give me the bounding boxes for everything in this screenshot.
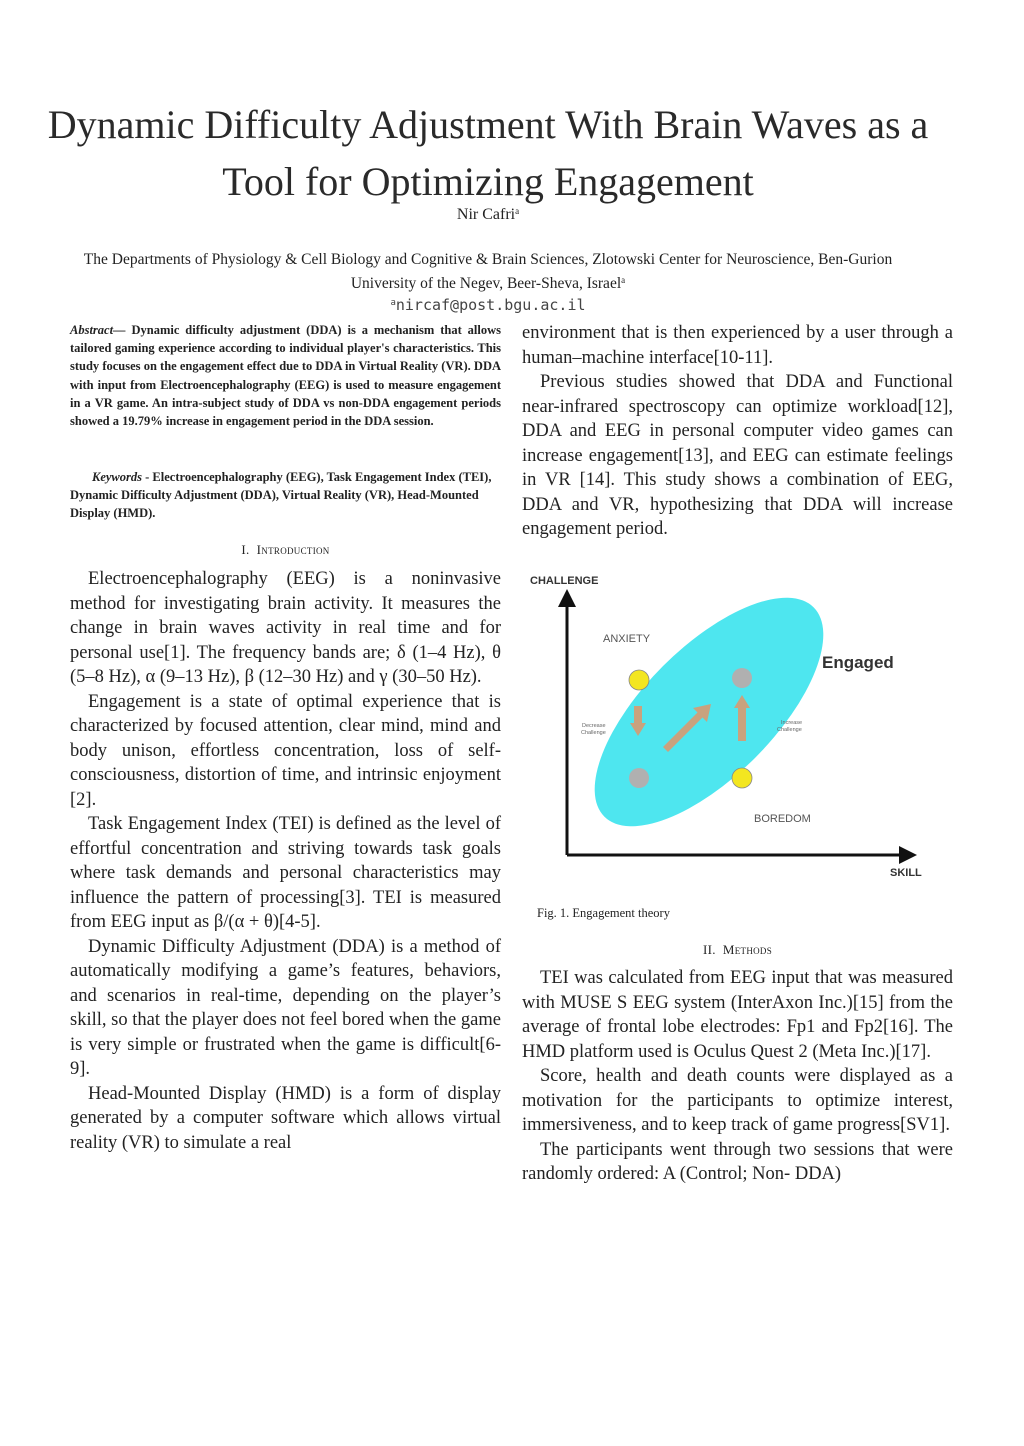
label-boredom: BOREDOM (754, 813, 811, 825)
paragraph: Engagement is a state of optimal experience that is characterized by focused attention, clear mind, mind and body unison, effortless concentration, loss of self-consciousness, distortion of time, and intrinsic enjoyment [2]. (70, 691, 501, 810)
paragraph: Task Engagement Index (TEI) is defined as the level of effortful concentration and striving towards task goals where task demands and personal characteristics may influence the pattern of processing[3]. TEI is measured from EEG input as β/(α + θ)[4-5]. (70, 814, 501, 932)
affiliation-sup: a (621, 275, 626, 285)
author-name: Nir Cafri (456, 206, 516, 223)
section-title: Introduction (256, 542, 330, 557)
paper-title (0, 96, 976, 210)
axis-label-skill: SKILL (890, 867, 922, 879)
keywords-text: Electroencephalography (EEG), Task Engagement Index (TEI), Dynamic Difficulty Adjustment (DDA), Virtual Reality (VR), Head-Mounted Display (HMD). (70, 470, 492, 521)
label-increase-challenge: Challenge (777, 727, 802, 733)
axis-label-challenge: CHALLENGE (530, 575, 599, 587)
email-sup: a (390, 298, 396, 308)
title-line-2: Tool for Optimizing Engagement (222, 159, 754, 204)
email-address: nircaf@post.bgu.ac.il (395, 296, 586, 314)
paragraph: The participants went through two sessions that were randomly ordered: A (Control; Non- DDA) (522, 1139, 953, 1184)
title-line-1: Dynamic Difficulty Adjustment With Brain Waves as a (47, 102, 929, 147)
abstract-label: Abstract— (70, 323, 126, 337)
label-increase: Increase (781, 720, 803, 726)
keywords-dash: - (142, 470, 153, 484)
author-sup: a (515, 206, 520, 216)
section-heading-methods (522, 942, 953, 958)
keywords (70, 468, 501, 523)
figure-caption: Fig. 1. Engagement theory (537, 906, 670, 920)
paragraph: environment that is then experienced by a user through a human–machine interface[10-11]. (522, 323, 953, 368)
author (0, 206, 976, 224)
yellow-dot-boredom (732, 768, 752, 788)
label-decrease: Decrease (582, 723, 606, 729)
engagement-zone-ellipse (558, 568, 859, 863)
paragraph: TEI was calculated from EEG input that was measured with MUSE S EEG system (InterAxon Inc.)[15] from the average of frontal lobe electrodes: Fp1 and Fp2[16]. The HMD platform used is Oculus Quest 2 (Meta Inc.)[17]. (522, 968, 953, 1062)
gray-dot-engaged-bottom (629, 768, 649, 788)
section-heading-introduction (70, 542, 501, 558)
introduction-body (70, 567, 501, 1155)
affiliation-line-1: The Departments of Physiology & Cell Biology and Cognitive & Brain Sciences, Zlotowski Center for Neuroscience, Ben-Gurion (83, 251, 893, 268)
label-decrease-challenge: Challenge (581, 730, 606, 736)
right-column-text (522, 321, 953, 542)
label-anxiety: ANXIETY (603, 633, 651, 645)
methods-body (522, 966, 953, 1187)
gray-dot-engaged-top (732, 668, 752, 688)
abstract-text: Dynamic difficulty adjustment (DDA) is a mechanism that allows tailored gaming experience according to individual player's characteristics. This study focuses on the engagement effect due to DDA in Virtual Reality (VR). DDA with input from Electroencephalography (EEG) is used to measure engagement in a VR game. An intra-subject study of DDA vs non-DDA engagement periods showed a 19.79% increase in engagement period in the DDA session. (70, 323, 501, 429)
paragraph: Electroencephalography (EEG) is a noninvasive method for investigating brain activity. It measures the change in brain waves activity in real time and for personal use[1]. The frequency bands are; δ (1–4 Hz), θ (5–8 Hz), α (9–13 Hz), β (12–30 Hz) and γ (30–50 Hz). (70, 569, 501, 687)
affiliation (30, 248, 946, 296)
section-number: I. (241, 542, 250, 557)
engagement-theory-figure (522, 568, 953, 888)
affiliation-line-2: University of the Negev, Beer-Sheva, Israel (350, 275, 622, 292)
paragraph: Dynamic Difficulty Adjustment (DDA) is a method of automatically modifying a game’s features, behaviors, and scenarios in real-time, depending on the player’s skill, so that the player does not feel bored when the game is very simple or frustrated when the game is difficult[6-9]. (70, 936, 501, 1079)
section-number: II. (702, 942, 716, 957)
paragraph: Head-Mounted Display (HMD) is a form of display generated by a computer software which allows virtual reality (VR) to simulate a real (70, 1083, 501, 1153)
section-title: Methods (722, 942, 773, 957)
email (0, 296, 976, 314)
abstract (70, 321, 501, 430)
paragraph: Previous studies showed that DDA and Functional near-infrared spectroscopy can optimize workload[12], DDA and EEG in personal computer video games can increase engagement[13], and EEG can estimate feelings in VR [14]. This study shows a combination of EEG, DDA and VR, hypothesizing that DDA will increase engagement period. (522, 372, 953, 539)
paragraph: Score, health and death counts were displayed as a motivation for the participants to optimize interest, immersiveness, and to keep track of game progress[SV1]. (522, 1066, 953, 1135)
keywords-label: Keywords (92, 470, 142, 484)
yellow-dot-anxiety (629, 670, 649, 690)
label-engaged: Engaged (822, 653, 894, 672)
